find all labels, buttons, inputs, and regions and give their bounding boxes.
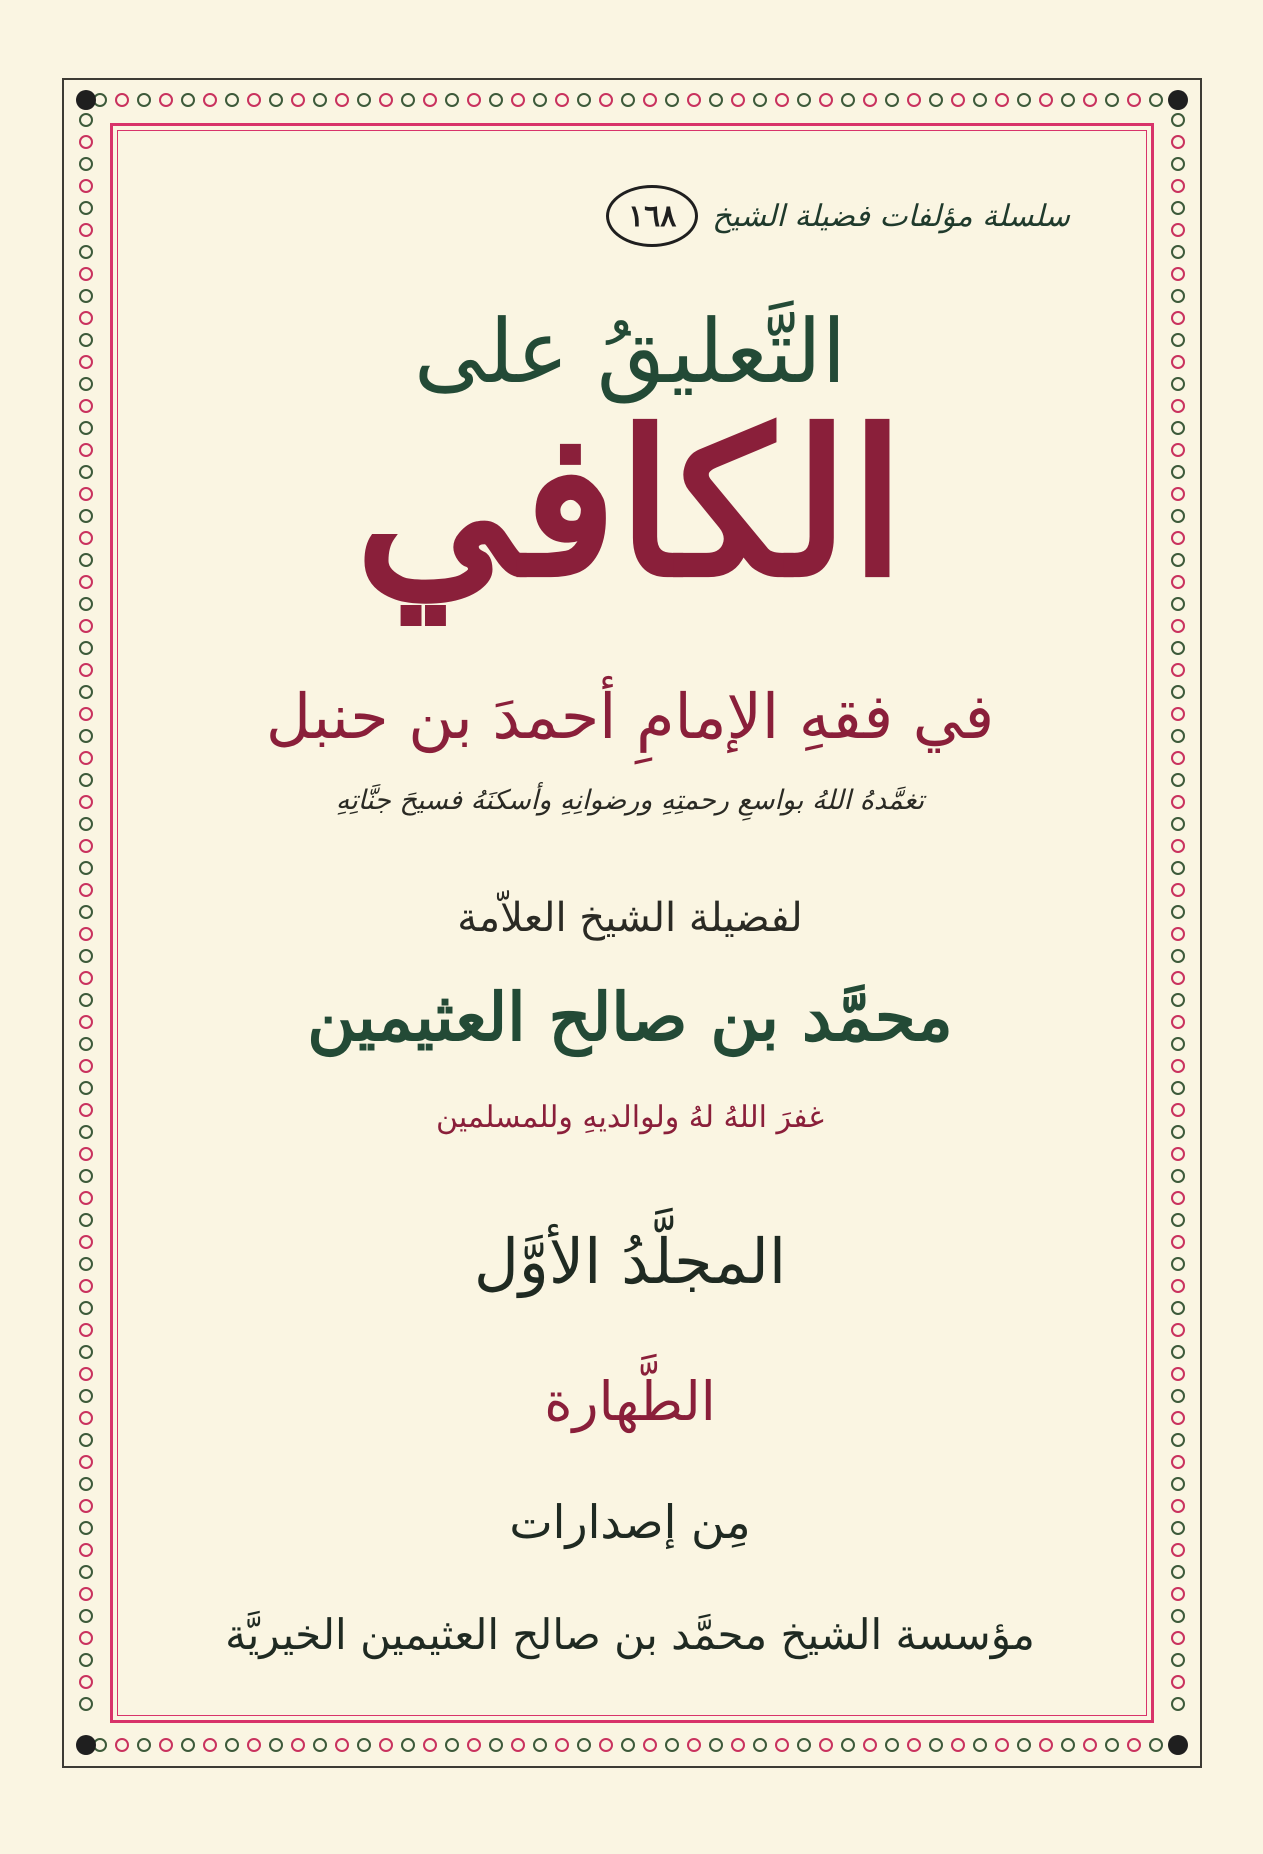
border-ornament <box>952 94 964 106</box>
border-ornament <box>314 1739 326 1751</box>
border-ornament <box>80 818 92 830</box>
border-ornament <box>80 554 92 566</box>
border-ornament <box>80 796 92 808</box>
border-ornament <box>80 1610 92 1622</box>
border-ornament <box>80 730 92 742</box>
border-ornament <box>1172 840 1184 852</box>
border-ornament <box>512 1739 524 1751</box>
border-ornament <box>292 94 304 106</box>
border-ornament <box>1172 1324 1184 1336</box>
border-ornament <box>1172 1566 1184 1578</box>
border-ornament <box>1172 1258 1184 1270</box>
border-ornament <box>930 94 942 106</box>
border-ornament <box>1172 1632 1184 1644</box>
border-ornament <box>1172 642 1184 654</box>
border-ornament <box>864 1739 876 1751</box>
border-ornament <box>226 1739 238 1751</box>
corner-star-icon <box>76 90 96 110</box>
border-ornament <box>1172 950 1184 962</box>
border-ornament <box>1172 576 1184 588</box>
border-ornament <box>1106 94 1118 106</box>
border-ornament <box>80 1280 92 1292</box>
border-ornament <box>1172 158 1184 170</box>
border-ornament <box>996 1739 1008 1751</box>
border-ornament <box>578 94 590 106</box>
border-ornament <box>490 1739 502 1751</box>
border-ornament <box>886 1739 898 1751</box>
border-ornament <box>80 906 92 918</box>
border-ornament <box>556 1739 568 1751</box>
border-ornament <box>1062 94 1074 106</box>
border-ornament <box>842 1739 854 1751</box>
border-ornament <box>80 180 92 192</box>
border-ornament <box>80 1126 92 1138</box>
cover-content <box>130 140 1130 1700</box>
border-ornament <box>512 94 524 106</box>
border-ornament <box>1172 928 1184 940</box>
border-ornament <box>424 1739 436 1751</box>
border-ornament <box>80 1698 92 1710</box>
border-ornament <box>1172 136 1184 148</box>
border-ornament <box>80 224 92 236</box>
border-ornament <box>1172 334 1184 346</box>
border-ornament <box>1172 1368 1184 1380</box>
border-ornament <box>666 94 678 106</box>
border-ornament <box>80 1016 92 1028</box>
border-ornament <box>80 862 92 874</box>
subtitle: في فقهِ الإمامِ أحمدَ بن حنبل <box>265 680 995 753</box>
border-ornament <box>1172 686 1184 698</box>
border-ornament <box>1172 378 1184 390</box>
border-ornament <box>886 94 898 106</box>
border-ornament <box>80 1368 92 1380</box>
border-ornament <box>1172 664 1184 676</box>
corner-star-icon <box>1168 90 1188 110</box>
series-label: سلسلة مؤلفات فضيلة الشيخ <box>712 198 1070 234</box>
border-ornament <box>80 950 92 962</box>
border-ornament <box>1172 554 1184 566</box>
border-ornament <box>80 1632 92 1644</box>
border-ornament <box>80 664 92 676</box>
border-ornament <box>974 94 986 106</box>
border-ornament <box>534 1739 546 1751</box>
border-ornament <box>270 94 282 106</box>
border-ornament <box>80 1324 92 1336</box>
border-ornament <box>80 994 92 1006</box>
border-ornament <box>688 1739 700 1751</box>
border-ornament <box>80 1258 92 1270</box>
border-ornament <box>1172 972 1184 984</box>
border-ornament <box>80 1060 92 1072</box>
border-ornament <box>688 94 700 106</box>
author-prefix: لفضيلة الشيخ العلاّمة <box>457 895 803 941</box>
border-ornament <box>80 1456 92 1468</box>
border-ornament <box>204 1739 216 1751</box>
border-ornament <box>1172 598 1184 610</box>
border-ornament <box>80 1654 92 1666</box>
imam-prayer: تغمَّدهُ اللهُ بواسعِ رحمتِهِ ورضوانِهِ وأسكنَهُ فسيحَ جنَّاتِهِ <box>335 785 925 816</box>
border-ornament <box>776 94 788 106</box>
border-ornament <box>842 94 854 106</box>
border-ornament <box>1172 1170 1184 1182</box>
border-ornament <box>1106 1739 1118 1751</box>
border-ornament <box>600 94 612 106</box>
border-ornament <box>1172 114 1184 126</box>
border-ornament <box>1150 94 1162 106</box>
author-name: محمَّد بن صالح العثيمين <box>307 978 953 1056</box>
publisher-prefix: مِن إصدارات <box>509 1495 751 1549</box>
border-ornament <box>80 1676 92 1688</box>
publisher-name: مؤسسة الشيخ محمَّد بن صالح العثيمين الخيريَّة <box>225 1610 1035 1659</box>
border-ornament <box>974 1739 986 1751</box>
border-ornament <box>1172 1082 1184 1094</box>
border-ornament <box>80 466 92 478</box>
border-ornament <box>820 1739 832 1751</box>
border-ornament <box>1172 620 1184 632</box>
border-ornament <box>116 94 128 106</box>
border-ornament <box>1172 202 1184 214</box>
border-ornament <box>80 1390 92 1402</box>
border-ornament <box>270 1739 282 1751</box>
border-ornament <box>80 1214 92 1226</box>
border-ornament <box>1172 862 1184 874</box>
border-ornament <box>1172 1280 1184 1292</box>
border-ornament <box>80 686 92 698</box>
border-ornament <box>402 1739 414 1751</box>
border-ornament <box>1172 532 1184 544</box>
border-ornament <box>80 312 92 324</box>
border-ornament <box>1172 1434 1184 1446</box>
border-ornament <box>380 94 392 106</box>
border-ornament <box>80 1412 92 1424</box>
border-ornament <box>1172 1698 1184 1710</box>
border-ornament <box>80 1082 92 1094</box>
border-ornament <box>80 488 92 500</box>
border-ornament <box>204 94 216 106</box>
volume-topic: الطَّهارة <box>544 1370 716 1433</box>
border-ornament <box>1172 488 1184 500</box>
border-ornament <box>864 94 876 106</box>
border-ornament <box>380 1739 392 1751</box>
border-ornament <box>80 114 92 126</box>
border-ornament <box>80 1434 92 1446</box>
border-ornament <box>80 334 92 346</box>
border-ornament <box>80 400 92 412</box>
border-ornament <box>1172 422 1184 434</box>
border-ornament <box>1172 224 1184 236</box>
border-ornament <box>80 1302 92 1314</box>
border-ornament <box>1172 1016 1184 1028</box>
border-ornament <box>1172 818 1184 830</box>
series-number-badge: ١٦٨ <box>606 185 698 247</box>
border-ornament <box>80 378 92 390</box>
border-ornament <box>1172 510 1184 522</box>
border-ornament <box>468 94 480 106</box>
border-ornament <box>622 94 634 106</box>
border-ornament <box>446 1739 458 1751</box>
border-ornament <box>80 1522 92 1534</box>
border-ornament <box>556 94 568 106</box>
border-ornament <box>80 356 92 368</box>
border-ornament <box>80 774 92 786</box>
border-ornament <box>1172 444 1184 456</box>
border-ornament <box>1172 752 1184 764</box>
border-ornament <box>80 642 92 654</box>
border-ornament <box>1150 1739 1162 1751</box>
border-ornament <box>1172 312 1184 324</box>
border-ornament <box>1084 1739 1096 1751</box>
border-ornament <box>80 752 92 764</box>
border-ornament <box>358 1739 370 1751</box>
border-ornament <box>226 94 238 106</box>
main-title: الكافي <box>354 387 906 622</box>
border-ornament <box>446 94 458 106</box>
border-ornament <box>80 1346 92 1358</box>
border-ornament <box>1172 246 1184 258</box>
border-ornament <box>248 1739 260 1751</box>
border-ornament <box>1172 290 1184 302</box>
border-ornament <box>732 1739 744 1751</box>
border-ornament <box>952 1739 964 1751</box>
border-ornament <box>182 1739 194 1751</box>
series-header <box>606 185 1070 247</box>
border-ornament <box>1172 774 1184 786</box>
border-ornament <box>468 1739 480 1751</box>
border-ornament <box>80 1170 92 1182</box>
border-ornament <box>80 268 92 280</box>
border-ornament <box>1172 1412 1184 1424</box>
border-ornament <box>1172 1654 1184 1666</box>
border-ornament <box>336 94 348 106</box>
border-ornament <box>644 1739 656 1751</box>
border-ornament <box>182 94 194 106</box>
border-ornament <box>138 94 150 106</box>
border-ornament <box>600 1739 612 1751</box>
border-ornament <box>80 884 92 896</box>
border-ornament <box>358 94 370 106</box>
border-ornament <box>1040 1739 1052 1751</box>
border-ornament <box>80 598 92 610</box>
border-ornament <box>1084 94 1096 106</box>
border-ornament <box>1062 1739 1074 1751</box>
author-prayer: غفرَ اللهُ لهُ ولوالديهِ وللمسلمين <box>436 1100 824 1135</box>
border-ornament <box>80 510 92 522</box>
border-ornament <box>1172 1236 1184 1248</box>
border-ornament <box>80 202 92 214</box>
border-ornament <box>666 1739 678 1751</box>
border-ornament <box>80 136 92 148</box>
border-ornament <box>80 620 92 632</box>
border-ornament <box>710 1739 722 1751</box>
border-ornament <box>80 444 92 456</box>
border-ornament <box>80 158 92 170</box>
border-ornament <box>1172 796 1184 808</box>
border-ornament <box>1172 1214 1184 1226</box>
border-ornament <box>1172 1126 1184 1138</box>
border-ornament <box>1018 94 1030 106</box>
border-ornament <box>820 94 832 106</box>
border-ornament <box>930 1739 942 1751</box>
border-ornament <box>534 94 546 106</box>
border-ornament <box>732 94 744 106</box>
border-ornament <box>1172 1478 1184 1490</box>
border-ornament <box>996 94 1008 106</box>
border-ornament <box>1172 1104 1184 1116</box>
border-ornament <box>248 94 260 106</box>
border-ornament <box>776 1739 788 1751</box>
border-ornament <box>80 576 92 588</box>
border-ornament <box>1172 1588 1184 1600</box>
border-ornament <box>1172 906 1184 918</box>
border-ornament <box>80 422 92 434</box>
border-ornament <box>80 1500 92 1512</box>
title-line1: التَّعليقُ على <box>413 300 847 403</box>
border-ornament <box>424 94 436 106</box>
border-ornament <box>116 1739 128 1751</box>
border-ornament <box>908 1739 920 1751</box>
border-ornament <box>1172 1456 1184 1468</box>
border-ornament <box>80 1588 92 1600</box>
border-ornament <box>1040 94 1052 106</box>
border-ornament <box>1172 1676 1184 1688</box>
border-ornament <box>80 1478 92 1490</box>
border-ornament <box>1172 356 1184 368</box>
border-ornament <box>798 94 810 106</box>
border-ornament <box>80 1148 92 1160</box>
border-ornament <box>80 840 92 852</box>
border-ornament <box>1172 1522 1184 1534</box>
border-ornament <box>1172 268 1184 280</box>
border-ornament <box>80 1544 92 1556</box>
border-ornament <box>80 972 92 984</box>
border-ornament <box>908 94 920 106</box>
border-ornament <box>1172 400 1184 412</box>
border-ornament <box>292 1739 304 1751</box>
border-ornament <box>754 94 766 106</box>
volume-label: المجلَّدُ الأوَّل <box>473 1225 787 1298</box>
border-ornament <box>80 532 92 544</box>
border-ornament <box>622 1739 634 1751</box>
border-ornament <box>1172 730 1184 742</box>
corner-star-icon <box>1168 1735 1188 1755</box>
border-ornament <box>160 1739 172 1751</box>
border-ornament <box>1128 94 1140 106</box>
border-ornament <box>1172 1038 1184 1050</box>
border-ornament <box>160 94 172 106</box>
border-ornament <box>1172 466 1184 478</box>
border-ornament <box>798 1739 810 1751</box>
border-ornament <box>1172 1500 1184 1512</box>
border-ornament <box>80 708 92 720</box>
border-ornament <box>1018 1739 1030 1751</box>
border-ornament <box>644 94 656 106</box>
border-ornament <box>1172 1302 1184 1314</box>
border-ornament <box>138 1739 150 1751</box>
border-ornament <box>336 1739 348 1751</box>
border-ornament <box>1172 1346 1184 1358</box>
corner-star-icon <box>76 1735 96 1755</box>
border-ornament <box>1128 1739 1140 1751</box>
border-ornament <box>80 246 92 258</box>
border-ornament <box>80 928 92 940</box>
border-ornament <box>1172 884 1184 896</box>
border-ornament <box>80 290 92 302</box>
border-ornament <box>1172 1610 1184 1622</box>
border-ornament <box>490 94 502 106</box>
border-ornament <box>1172 1192 1184 1204</box>
border-ornament <box>1172 180 1184 192</box>
border-ornament <box>710 94 722 106</box>
border-ornament <box>1172 994 1184 1006</box>
border-ornament <box>754 1739 766 1751</box>
border-ornament <box>1172 1148 1184 1160</box>
border-ornament <box>402 94 414 106</box>
border-ornament <box>1172 1390 1184 1402</box>
border-ornament <box>314 94 326 106</box>
border-ornament <box>578 1739 590 1751</box>
border-ornament <box>1172 708 1184 720</box>
border-ornament <box>80 1236 92 1248</box>
border-ornament <box>80 1104 92 1116</box>
border-ornament <box>80 1566 92 1578</box>
border-ornament <box>1172 1544 1184 1556</box>
border-ornament <box>80 1038 92 1050</box>
border-ornament <box>1172 1060 1184 1072</box>
border-ornament <box>80 1192 92 1204</box>
